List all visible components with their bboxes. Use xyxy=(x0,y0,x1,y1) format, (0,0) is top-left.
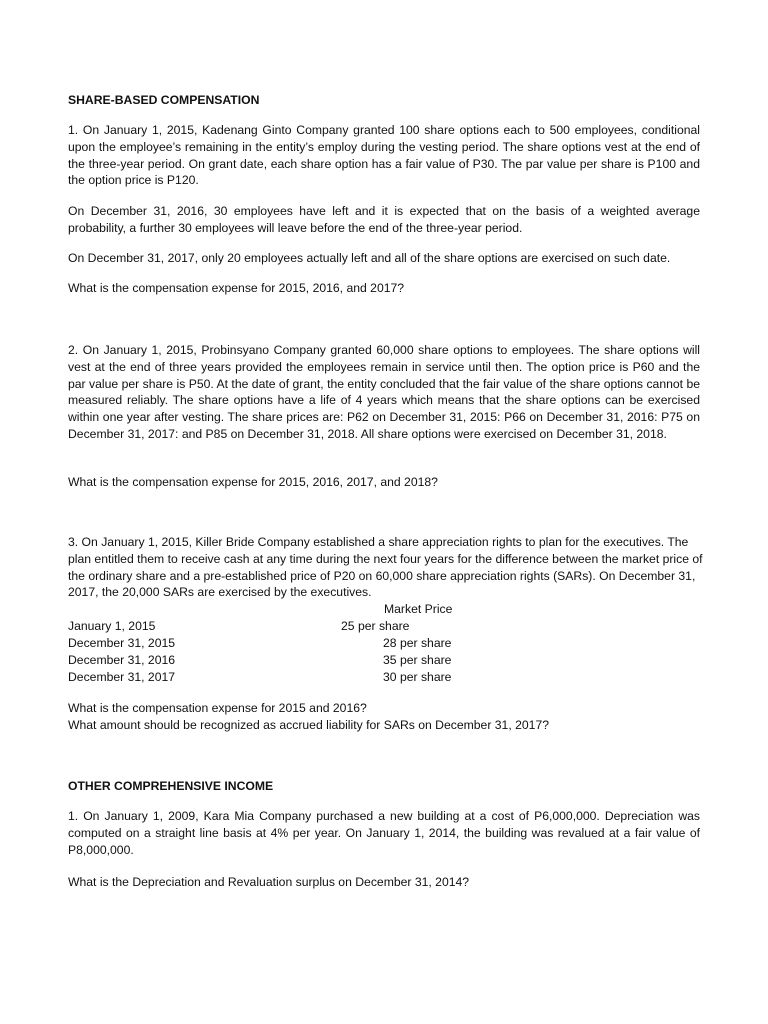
oci-problem-1-question: What is the Depreciation and Revaluation surplus on December 31, 2014? xyxy=(68,875,470,889)
problem-3-paragraph-1: 3. On January 1, 2015, Killer Bride Company established a share appreciation rights to plan for the executives. The plan entitled them to receive cash at any time during the next four years for the difference between the market price of the ordinary share and a pre-established price of P20 on 60,000 share appreciation rights (SARs). On December 31, 2017, the 20,000 SARs are exercised by the executives. xyxy=(68,535,703,600)
problem-2-question: What is the compensation expense for 2015, 2016, 2017, and 2018? xyxy=(68,475,438,489)
problem-1-paragraph-2: On December 31, 2016, 30 employees have left and it is expected that on the basis of a weighted average probability, a further 30 employees will leave before the end of the three-year period. xyxy=(68,204,700,235)
row-date: January 1, 2015 xyxy=(68,619,156,633)
table-row xyxy=(68,653,468,670)
section-heading-share-based-compensation: SHARE-BASED COMPENSATION xyxy=(68,93,260,107)
row-date: December 31, 2017 xyxy=(68,670,176,684)
row-price: 30 per share xyxy=(383,670,452,684)
problem-3-question-2: What amount should be recognized as accrued liability for SARs on December 31, 2017? xyxy=(68,718,549,732)
oci-problem-1-paragraph-1: 1. On January 1, 2009, Kara Mia Company purchased a new building at a cost of P6,000,000. Depreciation was computed on a straight line basis at 4% per year. On January 1, 2014, the building was revalued at a fair value of P8,000,000. xyxy=(68,809,700,857)
section-heading-other-comprehensive-income: OTHER COMPREHENSIVE INCOME xyxy=(68,779,274,793)
problem-1-paragraph-1: 1. On January 1, 2015, Kadenang Ginto Company granted 100 share options each to 500 employees, conditional upon the employee’s remaining in the entity’s employ during the vesting period. The share options vest at the end of the three-year period. On grant date, each share option has a fair value of P30. The par value per share is P100 and the option price is P120. xyxy=(68,123,700,188)
table-row xyxy=(68,619,468,636)
table-row xyxy=(68,636,468,653)
market-price-header: Market Price xyxy=(384,602,453,616)
row-date: December 31, 2015 xyxy=(68,636,176,650)
row-price: 28 per share xyxy=(383,636,452,650)
row-price: 35 per share xyxy=(383,653,452,667)
problem-3-question-1: What is the compensation expense for 2015 and 2016? xyxy=(68,701,367,715)
problem-1-question: What is the compensation expense for 2015, 2016, and 2017? xyxy=(68,281,405,295)
row-date: December 31, 2016 xyxy=(68,653,176,667)
problem-1-paragraph-3: On December 31, 2017, only 20 employees actually left and all of the share options are exercised on such date. xyxy=(68,251,671,265)
row-price: 25 per share xyxy=(341,619,410,633)
problem-2-paragraph-1: 2. On January 1, 2015, Probinsyano Company granted 60,000 share options to employees. The share options will vest at the end of three years provided the employees remain in service until then. The option price is P60 and the par value per share is P50. At the date of grant, the entity concluded that the fair value of the share options cannot be measured reliably. The share options have a life of 4 years which means that the share options can be exercised within one year after vesting. The share prices are: P62 on December 31, 2015: P66 on December 31, 2016: P75 on December 31, 2017: and P85 on December 31, 2018. All share options were exercised on December 31, 2018. xyxy=(68,343,700,441)
table-row xyxy=(68,670,468,687)
